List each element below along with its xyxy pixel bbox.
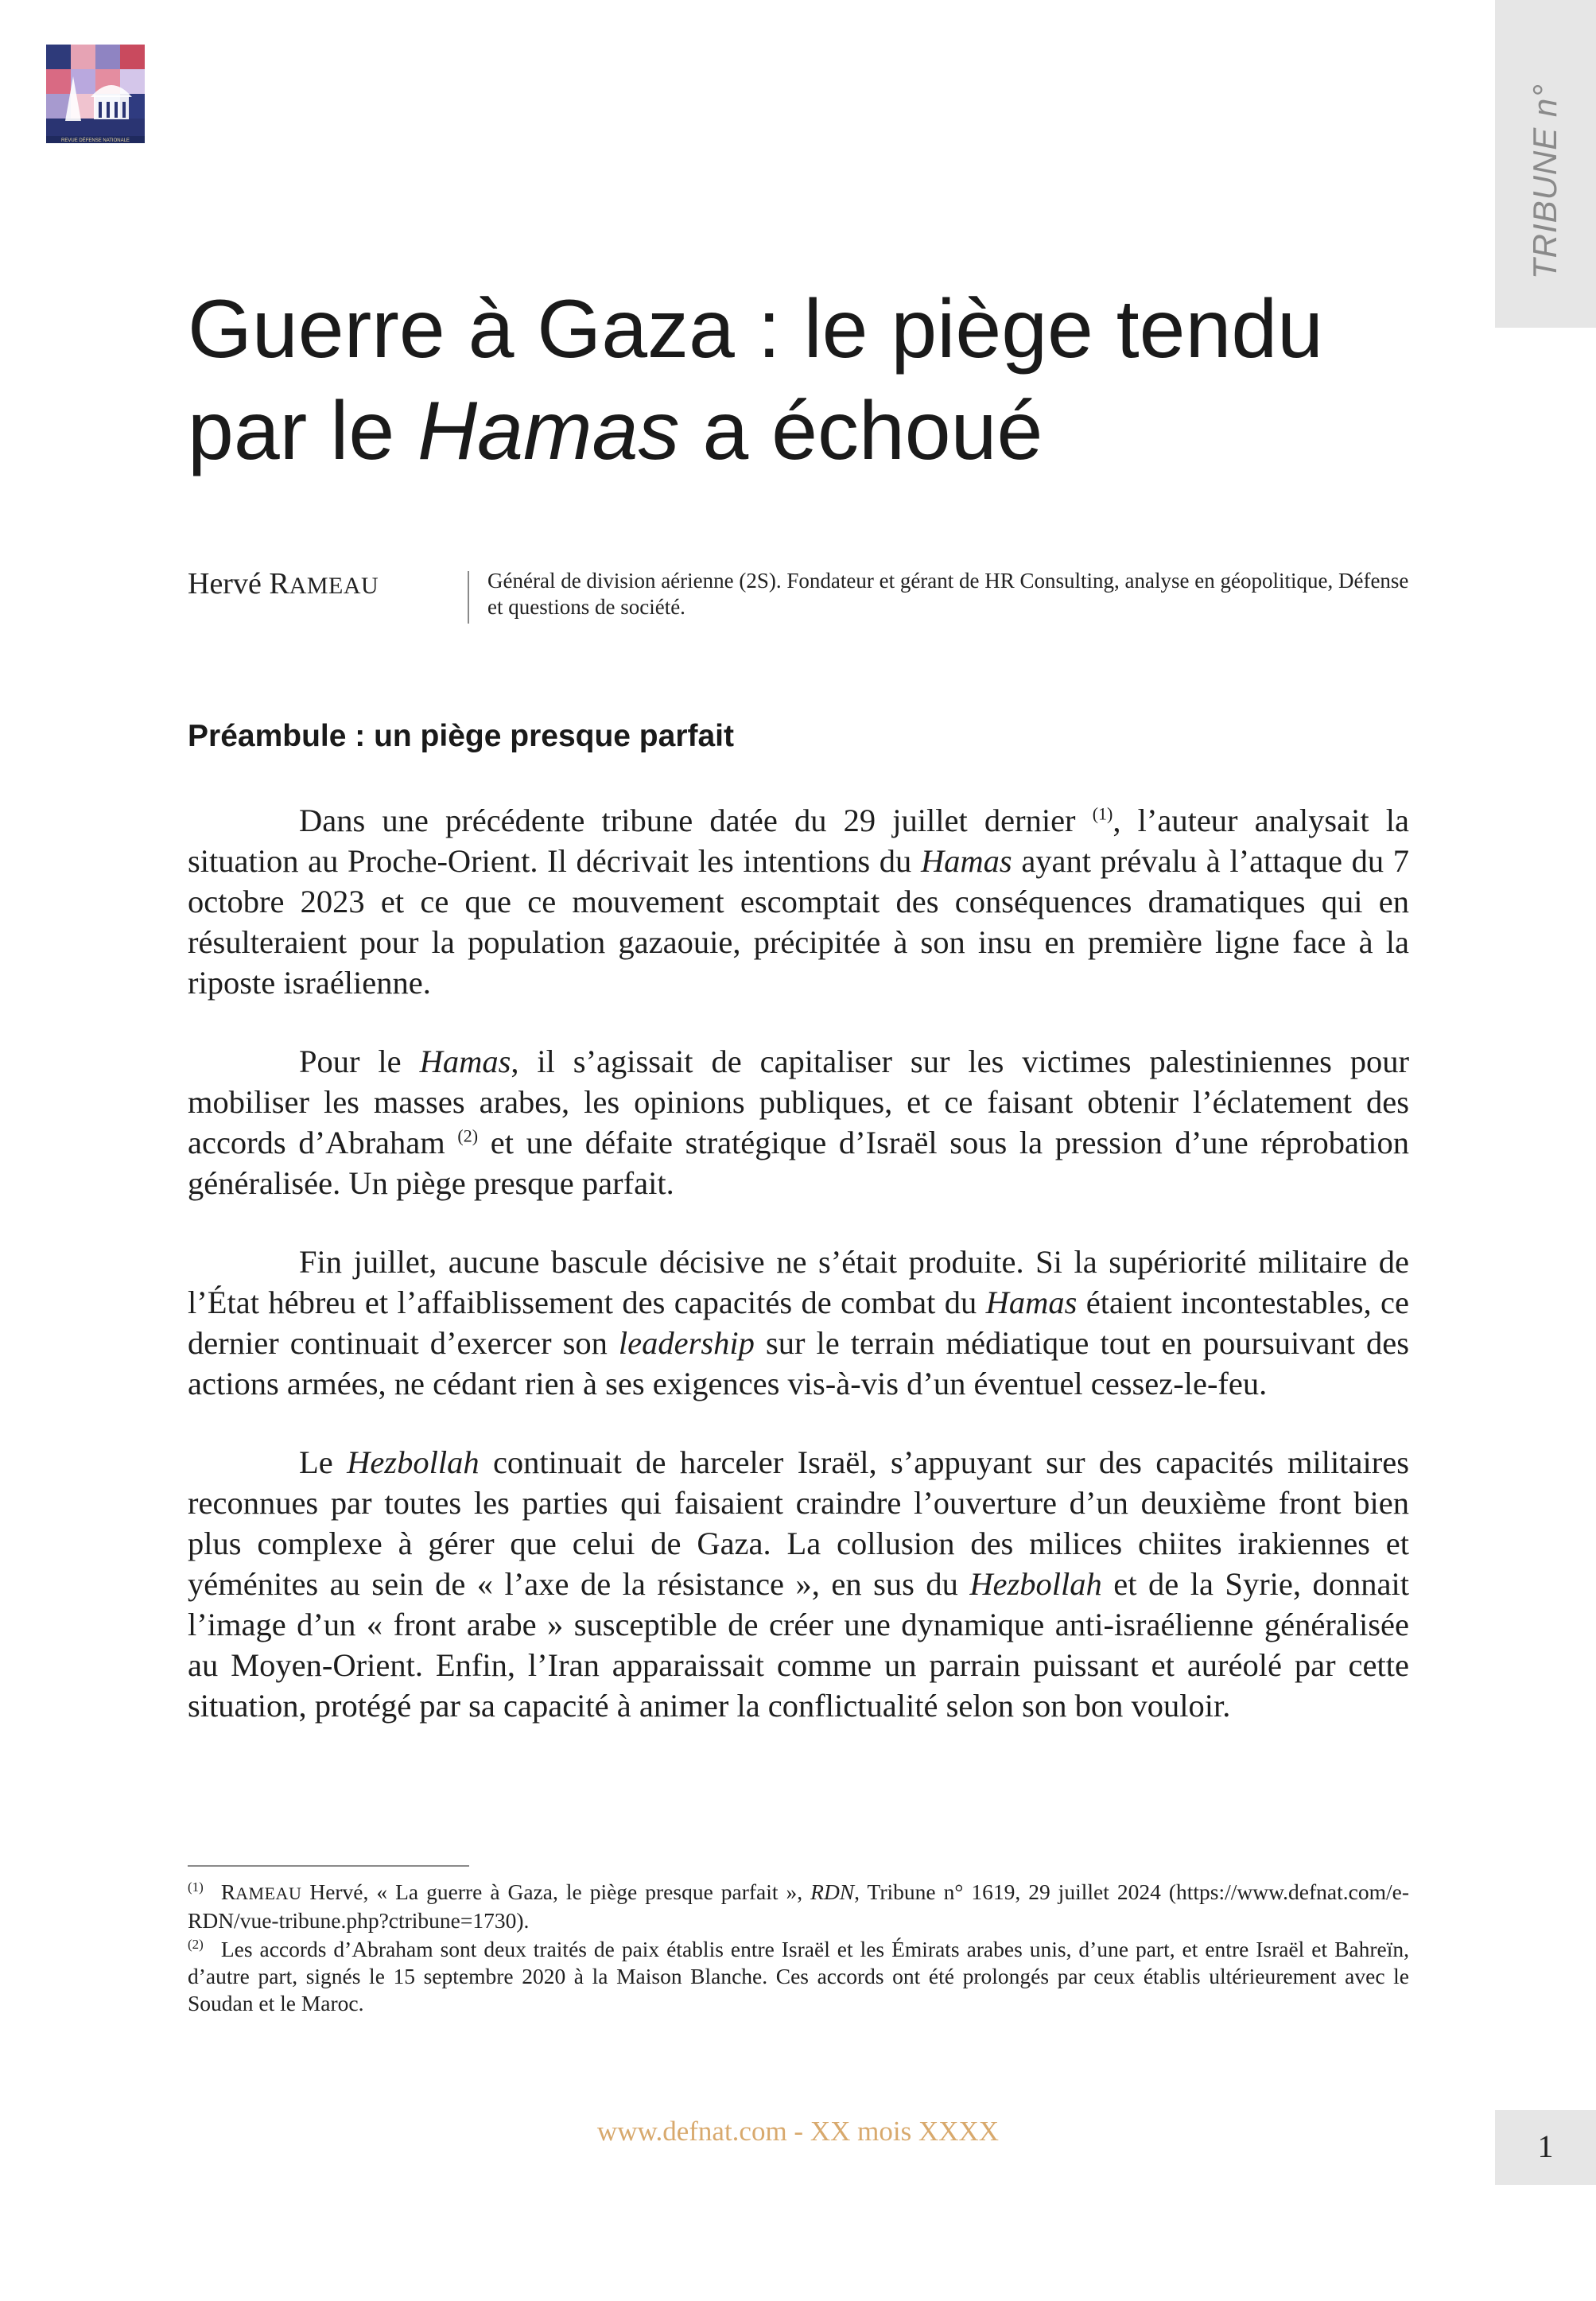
footnote-2-text: Les accords d’Abraham sont deux traités de paix établis entre Israël et les Émirats arabes unis, d’une part, et entre Israël et Bahreïn, d’autre part, signés le 15 septembre 2020 à la Maison Blanche. Ces accords ont été prolongés par ceux établis ultérieurement avec le Soudan et le Maroc. <box>188 1937 1409 2015</box>
page-number: 1 <box>1537 2128 1554 2164</box>
footnote-ref-2: (2) <box>457 1125 479 1146</box>
footnote-1-mark: (1) <box>188 1879 204 1895</box>
paragraph-1 <box>188 800 1409 1003</box>
p1-italic-1: Hamas <box>920 843 1012 879</box>
p4-italic-1: Hezbollah <box>347 1444 480 1480</box>
author-name <box>188 566 379 601</box>
footnote-1-author-initial: R <box>220 1879 236 1904</box>
footnote-2 <box>188 1936 1409 2017</box>
footnote-2-mark: (2) <box>188 1936 204 1952</box>
p3-italic-1: Hamas <box>985 1285 1078 1320</box>
p3-italic-2: leadership <box>618 1325 755 1361</box>
p1-text-1: Dans une précédente tribune datée du 29 juillet dernier <box>299 803 1093 838</box>
p1-text-2: , l’auteur analysait la situation au Proche-Orient. Il décrivait les intentions du <box>188 803 1410 879</box>
author-last-name-rest: AMEAU <box>289 573 379 599</box>
footnotes <box>188 1879 1409 2019</box>
p2-text-2: , il s’agissait de capitaliser sur les victimes palestiniennes pour mobiliser les masses arabes, les opinions publiques, et ce faisant obtenir l’éclatement des accords d’Abraham <box>188 1044 1409 1160</box>
logo-caption: REVUE DÉFENSE NATIONALE <box>61 138 130 143</box>
author-bio: Général de division aérienne (2S). Fondateur et gérant de HR Consulting, analyse en géopolitique, Défense et questions de société. <box>487 569 1409 619</box>
footnote-ref-1: (1) <box>1092 803 1113 824</box>
p2-italic-1: Hamas <box>419 1044 511 1079</box>
paragraph-2 <box>188 1041 1409 1203</box>
footer-url: www.defnat.com - XX mois XXXX <box>596 2116 1000 2147</box>
rdn-logo-icon <box>46 45 145 143</box>
title-line-2-before: par le <box>188 385 418 477</box>
author-last-name-initial: R <box>269 567 289 601</box>
footnote-divider <box>188 1865 469 1867</box>
section-heading: Préambule : un piège presque parfait <box>188 719 734 753</box>
p1-text-3: ayant prévalu à l’attaque du 7 octobre 2023 et ce que ce mouvement escomptait des conséquences dramatiques qui en résulteraient pour la population gazaouie, précipitée à son insu en première ligne face à la riposte israélienne. <box>188 843 1410 1001</box>
article-title <box>188 278 1444 482</box>
title-line-2-italic: Hamas <box>417 385 680 477</box>
article-body <box>188 800 1409 1764</box>
footnote-1-author-rest: AMEAU <box>235 1883 302 1903</box>
p4-text-2: continuait de harceler Israël, s’appuyant sur des capacités militaires reconnues par toutes les parties qui faisaient craindre l’ouverture d’un deuxième front bien plus complexe à gérer que celui de Gaza. La collusion des milices chiites irakiennes et yéménites au sein de « l’axe de la résistance », en sus du <box>188 1444 1409 1602</box>
author-divider <box>468 571 469 624</box>
footnote-1-text-1: Hervé, « La guerre à Gaza, le piège presque parfait », <box>301 1879 811 1904</box>
author-first-name: Hervé <box>188 567 270 601</box>
p2-text-3: et une défaite stratégique d’Israël sous la pression d’une réprobation généralisée. Un piège presque parfait. <box>188 1125 1409 1201</box>
p2-text-1: Pour le <box>299 1044 420 1079</box>
tribune-label: TRIBUNE n° <box>1526 83 1563 280</box>
title-line-2-after: a échoué <box>679 385 1043 477</box>
tribune-side-tab <box>1495 0 1596 328</box>
footnote-1 <box>188 1879 1409 1934</box>
p4-italic-2: Hezbollah <box>969 1566 1102 1602</box>
p3-text-3: sur le terrain médiatique tout en poursuivant des actions armées, ne cédant rien à ses exigences vis-à-vis d’un éventuel cessez-le-feu. <box>188 1325 1409 1401</box>
title-line-1: Guerre à Gaza : le piège tendu <box>188 283 1324 375</box>
p3-text-1: Fin juillet, aucune bascule décisive ne s’était produite. Si la supériorité militaire de l’État hébreu et l’affaiblissement des capacités de combat du <box>188 1244 1409 1320</box>
page-number-box <box>1495 2110 1596 2185</box>
footnote-1-italic: RDN <box>810 1879 855 1904</box>
p4-text-3: et de la Syrie, donnait l’image d’un « front arabe » susceptible de créer une dynamique anti-israélienne généralisée au Moyen-Orient. Enfin, l’Iran apparaissait comme un parrain puissant et auréolé par cette situation, protégé par sa capacité à animer la conflictualité selon son bon vouloir. <box>188 1566 1409 1724</box>
footnote-1-text-2: , Tribune n° 1619, 29 juillet 2024 (https://www.defnat.com/e-RDN/vue-tribune.php?ctribune=1730). <box>188 1879 1409 1933</box>
p3-text-2: étaient incontestables, ce dernier continuait d’exercer son <box>188 1285 1409 1361</box>
paragraph-4 <box>188 1442 1409 1726</box>
p4-text-1: Le <box>299 1444 348 1480</box>
paragraph-3 <box>188 1242 1409 1404</box>
